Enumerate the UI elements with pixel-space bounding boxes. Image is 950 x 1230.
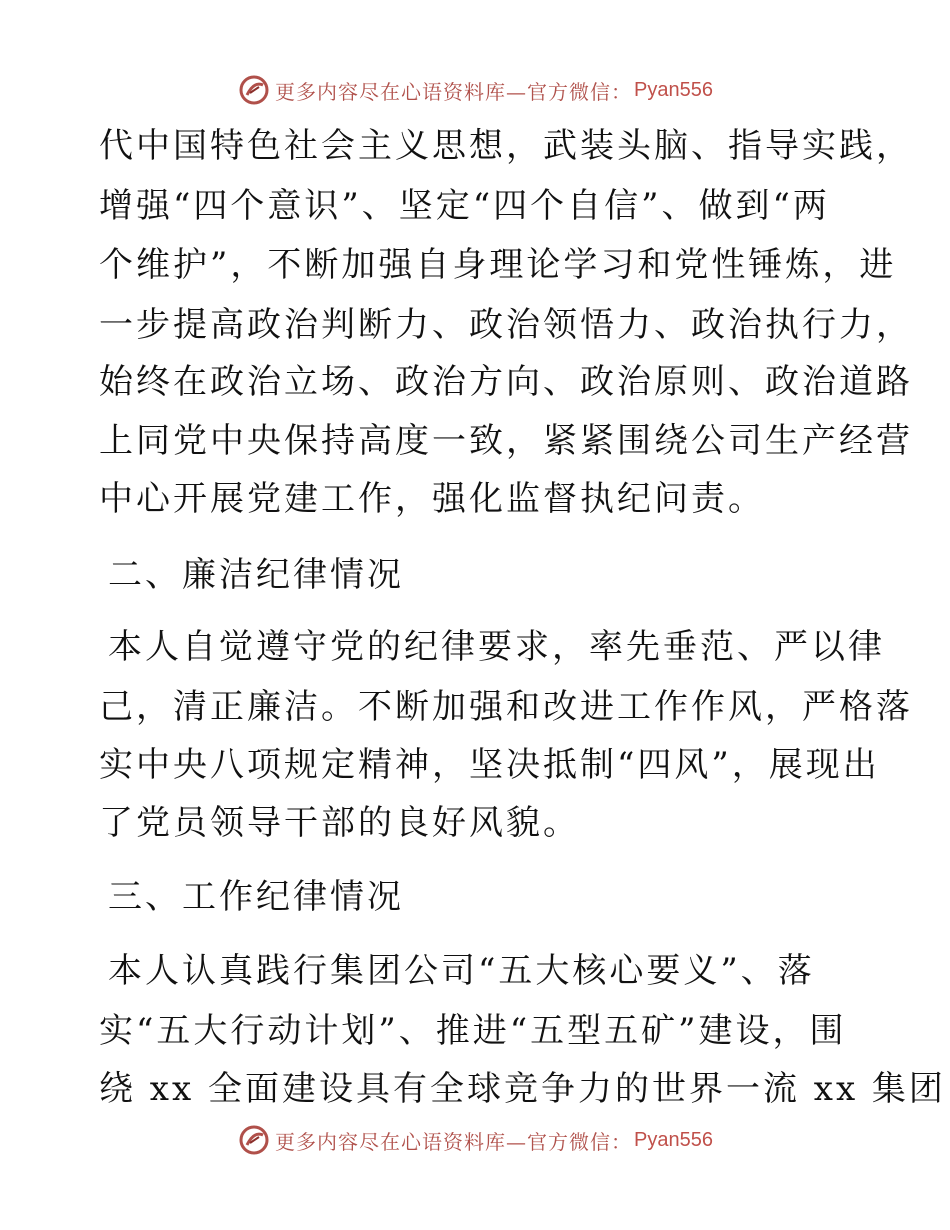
text-line: 增强“四个意识”、坚定“四个自信”、做到“两 <box>99 186 830 226</box>
banner-text: 更多内容尽在心语资料库—官方微信： <box>275 1129 633 1154</box>
text-line: 个维护”，不断加强自身理论学习和党性锤炼，进 <box>99 245 897 285</box>
banner-wechat-id: Pyan556 <box>634 1128 713 1151</box>
banner-wechat-id: Pyan556 <box>634 78 713 101</box>
text-line: 了党员领导干部的良好风貌。 <box>99 803 580 843</box>
text-line: 始终在政治立场、政治方向、政治原则、政治道路 <box>99 362 913 402</box>
text-line: 实“五大行动计划”、推进“五型五矿”建设，围 <box>99 1011 847 1051</box>
banner-text: 更多内容尽在心语资料库—官方微信： <box>275 79 633 104</box>
text-line: 本人认真践行集团公司“五大核心要义”、落 <box>108 951 815 991</box>
text-line: 中心开展党建工作，强化监督执纪问责。 <box>99 479 765 519</box>
section-heading: 三、工作纪律情况 <box>108 877 404 917</box>
text-line: 绕 xx 全面建设具有全球竞争力的世界一流 xx 集团 <box>99 1069 946 1109</box>
text-line: 本人自觉遵守党的纪律要求，率先垂范、严以律 <box>108 627 885 667</box>
text-line: 一步提高政治判断力、政治领悟力、政治执行力， <box>99 305 913 345</box>
section-heading: 二、廉洁纪律情况 <box>108 555 404 595</box>
text-line: 代中国特色社会主义思想，武装头脑、指导实践， <box>99 126 913 166</box>
footer-banner <box>0 1120 950 1160</box>
header-banner <box>0 70 950 110</box>
logo-icon <box>237 73 271 107</box>
text-line: 上同党中央保持高度一致，紧紧围绕公司生产经营 <box>99 421 913 461</box>
text-line: 己，清正廉洁。不断加强和改进工作作风，严格落 <box>99 687 913 727</box>
text-line: 实中央八项规定精神，坚决抵制“四风”，展现出 <box>99 745 880 785</box>
logo-icon <box>237 1123 271 1157</box>
